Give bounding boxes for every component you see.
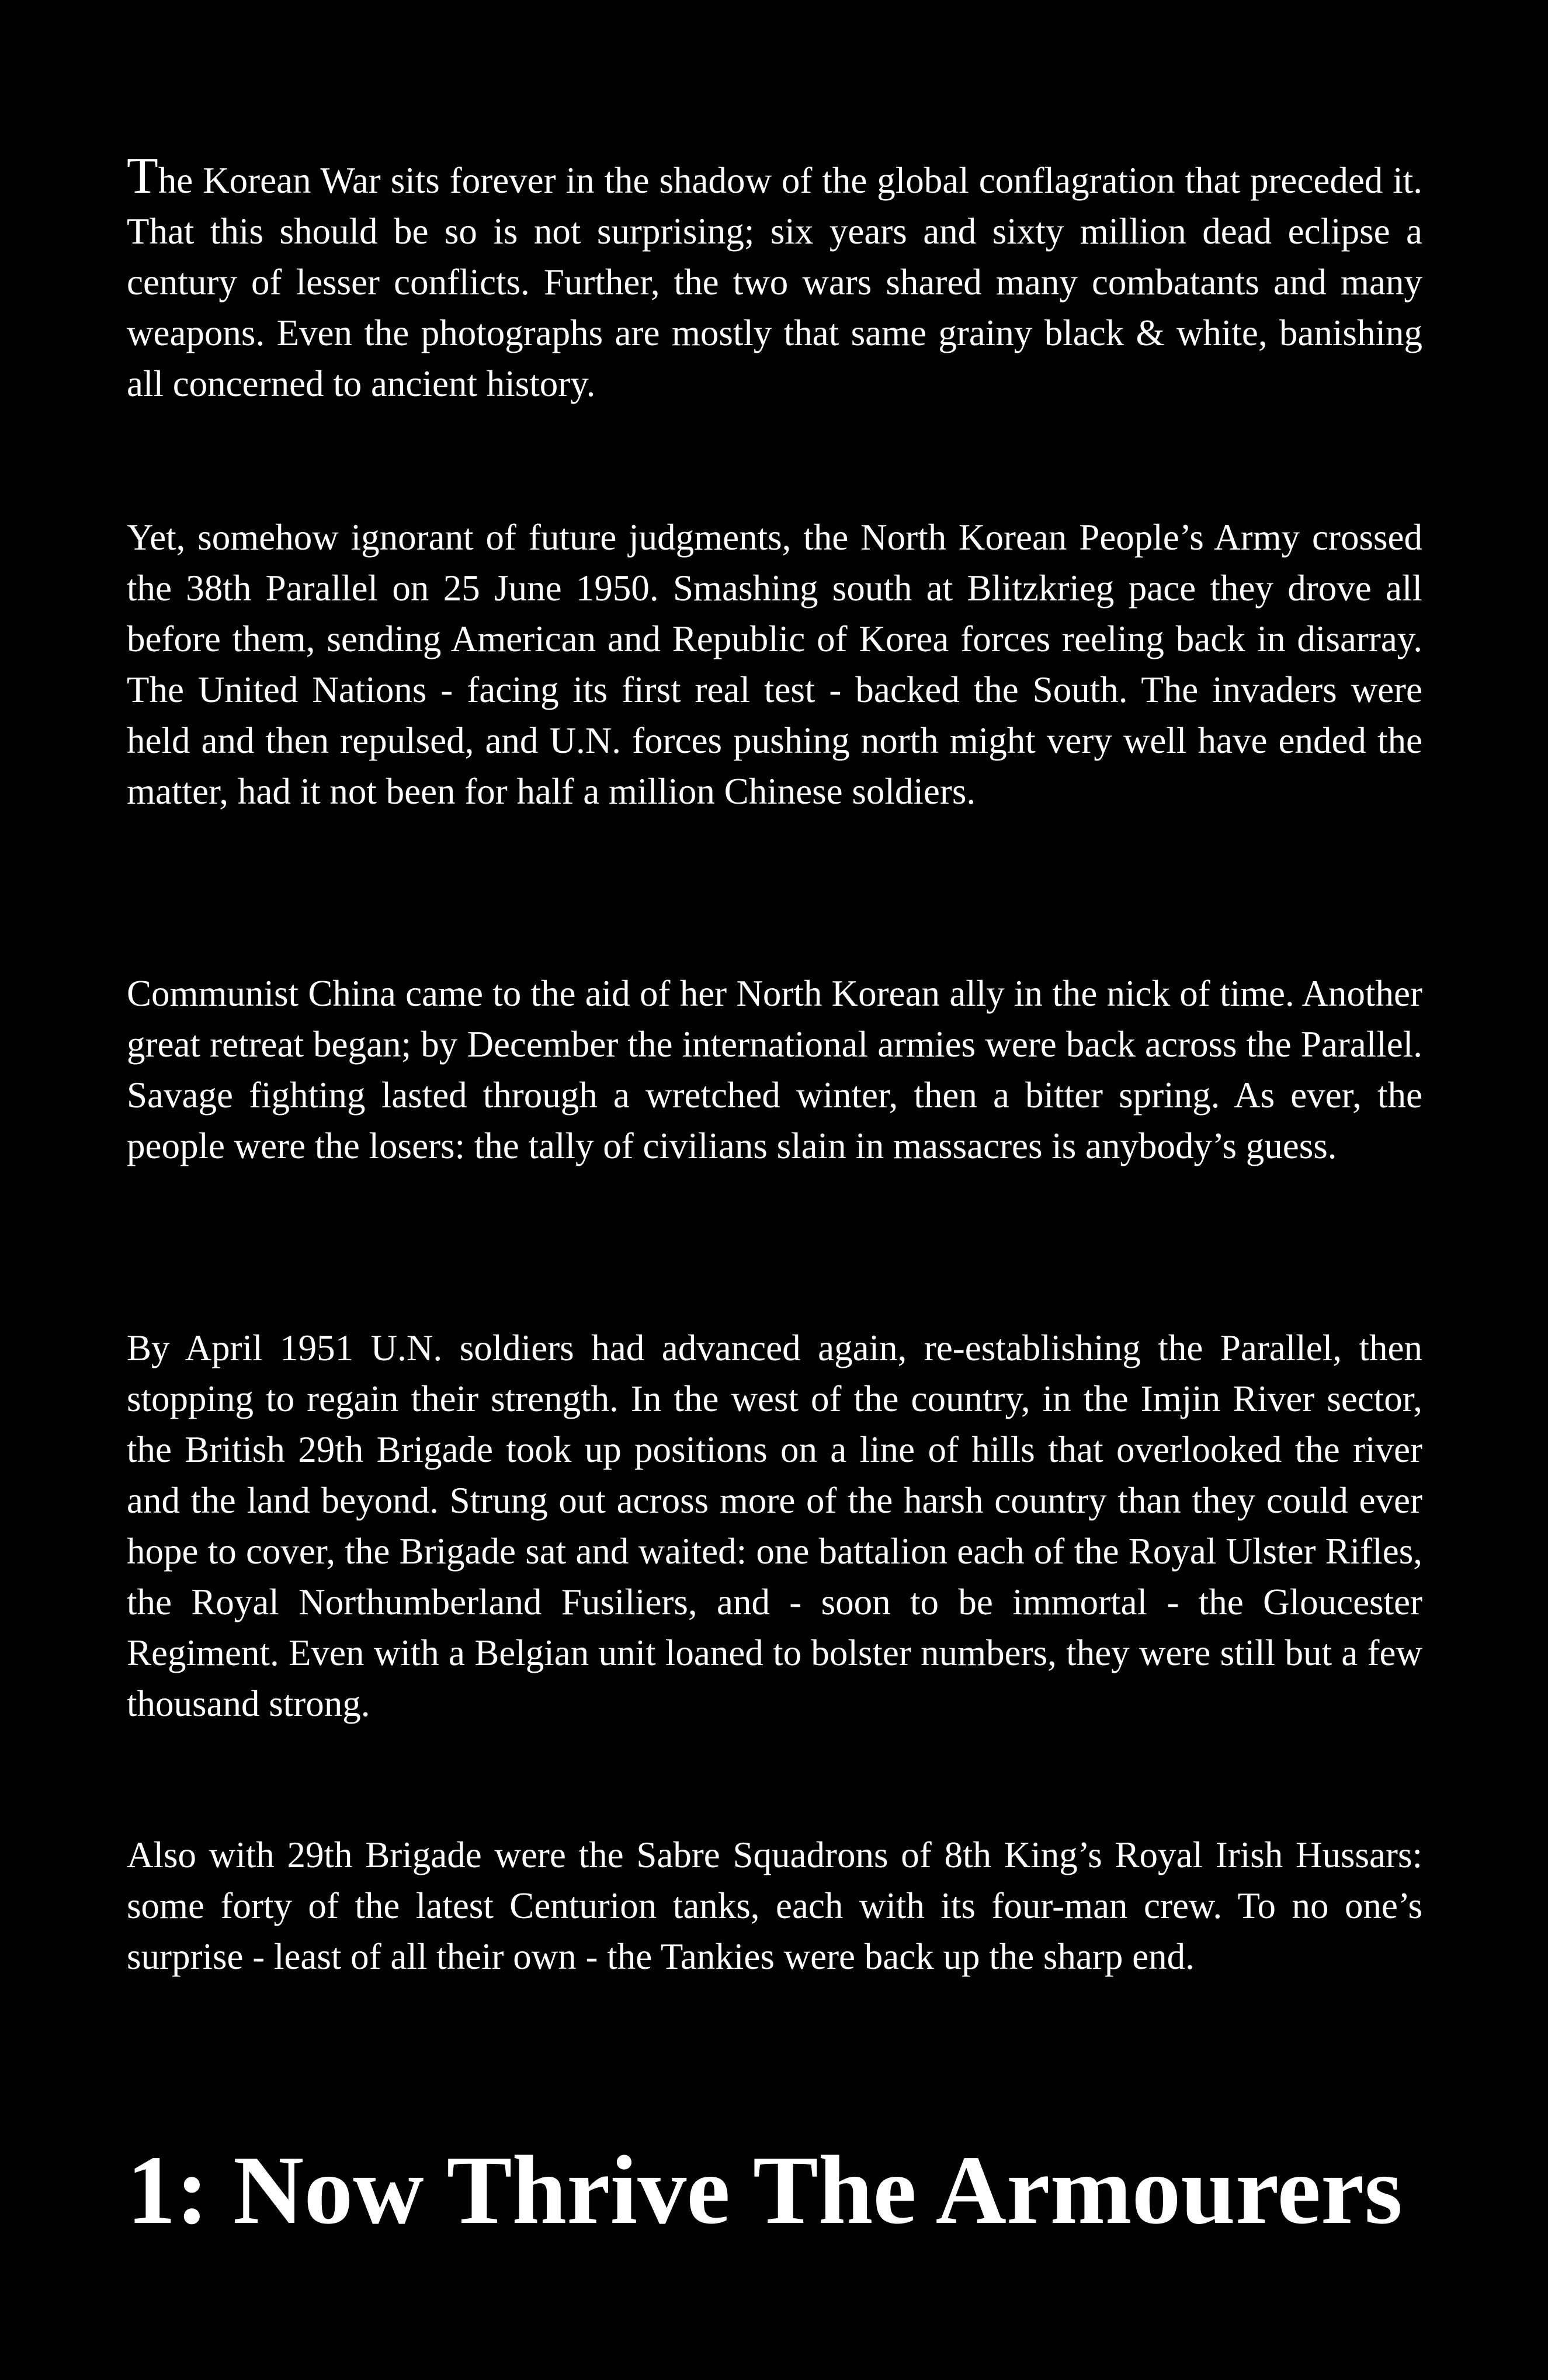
intro-paragraph-2: Yet, somehow ignorant of future judgments, the North Korean People’s Army crossed the 38th Parallel on 25 June 1950. Smashing south at Blitzkrieg pace they drove all before them, sending American and Republic of Korea forces reeling back in disarray. The United Nations - facing its first real test - backed the South. The invaders were held and then repulsed, and U.N. forces pushing north might very well have ended the matter, had it not been for half a million Chinese soldiers. — [127, 517, 1422, 812]
intro-paragraph-1 — [127, 148, 1422, 409]
intro-paragraph-5: Also with 29th Brigade were the Sabre Squadrons of 8th King’s Royal Irish Hussars: some forty of the latest Centurion tanks, each with its four-man crew. To no one’s surprise - least of all their own - the Tankies were back up the sharp end. — [127, 1834, 1422, 1977]
chapter-title: 1: Now Thrive The Armourers — [127, 2136, 1403, 2245]
drop-cap: T — [127, 148, 158, 204]
intro-paragraph-3: Communist China came to the aid of her North Korean ally in the nick of time. Another great retreat began; by December the international armies were back across the Parallel. Savage fighting lasted through a wretched winter, then a bitter spring. As ever, the people were the losers: the tally of civilians slain in massacres is anybody’s guess. — [127, 973, 1422, 1166]
intro-paragraph-4: By April 1951 U.N. soldiers had advanced again, re-establishing the Parallel, then stopping to regain their strength. In the west of the country, in the Imjin River sector, the British 29th Brigade took up positions on a line of hills that overlooked the river and the land beyond. Strung out across more of the harsh country than they could ever hope to cover, the Brigade sat and waited: one battalion each of the Royal Ulster Rifles, the Royal Northumberland Fusiliers, and - soon to be immortal - the Gloucester Regiment. Even with a Belgian unit loaned to bolster numbers, they were still but a few thousand strong. — [127, 1328, 1422, 1724]
intro-paragraph-1-text: he Korean War sits forever in the shadow of the global conflagration that preceded it. That this should be so is not surprising; six years and sixty million dead eclipse a century of lesser conflicts. Further, the two wars shared many combatants and many weapons. Even the photographs are mostly that same grainy black & white, banishing all concerned to ancient history. — [127, 160, 1422, 404]
